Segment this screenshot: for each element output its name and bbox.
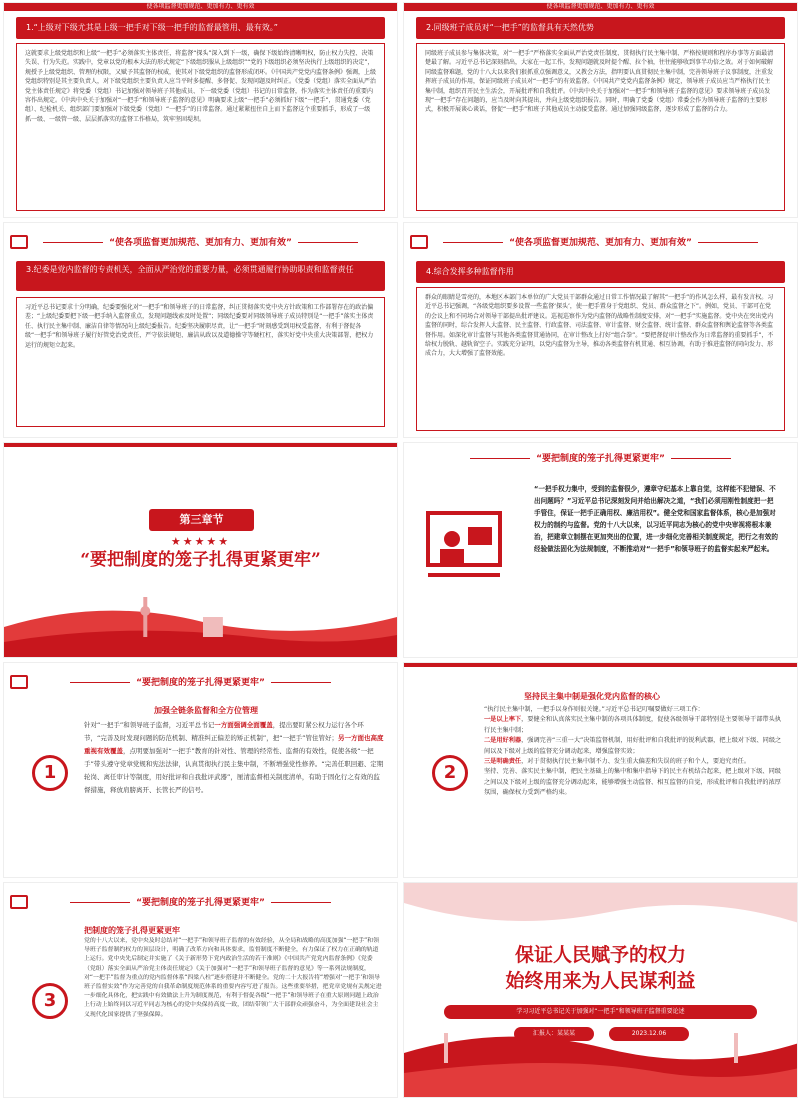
slide-1[interactable] — [3, 2, 398, 218]
number-badge: 1 — [32, 755, 68, 791]
slide-7[interactable] — [3, 662, 398, 878]
top-title: 使各项监督更加规范、更加有力、更有效 — [146, 3, 255, 10]
skyline-decoration — [4, 587, 397, 657]
slide-8[interactable] — [403, 662, 798, 878]
body-text: “执行民主集中制，一把手以身作则很关键。”习近平总书记叮嘱要做好三项工作： 一是以上率下，要健全和认真落实民主集中制的各项具体制度，促使各级领导干部特别是主要领导干部带头执行民主集中制； 二是用好利器，强调完善“三重一大”决策监督机制，用好批评和自我批评的锐利武器，把上级对下级、同级之间以及下级对上级的监督充分调动起来，增强监督实效； 三是明确责任，对于贯彻执行民主集中制不力、发生重大偏差和失误的班子和个人，要追究责任。 坚持、完善、落实民主集中制，把民主基础上的集中和集中指导下的民主有机结合起来，把上级对下级、同级之间以及下级对上级的监督充分调动起来，能够增强主动监督、相互监督的自觉，形成批评和自我批评的浓厚氛围，确保权力受到严格约束。 — [484, 706, 782, 797]
slide-header: “要把制度的笼子扎得更紧更牢” — [404, 449, 797, 469]
subtitle: 坚持民主集中制是强化党内监督的核心 — [524, 692, 660, 701]
number-badge: 2 — [432, 755, 468, 791]
slide-header: “使各项监督更加规范、更加有力、更加有效” — [404, 233, 797, 253]
body-box: 习近平总书记要求十分明确，纪委要强化对“一把手”和领导班子的日常监督，纠正贯彻落实党中央方针政策和工作部署存在的政治偏差；“上级纪委要把下级一把手纳入监督重点，发现问题线索及时处置”；同级纪委要对同级领导班子成员特别是“一把手”落实主体责任、执行民主集中制、廉洁自律等情况向上级纪委报告。纪委坚决履职尽责，让“一把手”时刻感受到用权受监督，有利于督促各级“一把手”和领导班子履行好管党治党责任，严守依法规矩、廉洁从政以及道德操守等硬杠杠，落实好党中央重大决策部署，把权力运行的规矩立起来。 — [16, 297, 385, 427]
chapter-label: 第三章节 — [149, 509, 254, 531]
cover-title-line-1: 保证人民赋予的权力 — [514, 944, 686, 966]
body-text: 针对“一把手”和领导班子监督，习近平总书记一方面强调全面覆盖，提出要盯紧公权力运行各个环节，“完善及时发现问题的防范机制、精准纠正偏差的矫正机制”，把“一把手”管住管好；另一方面也高度重视有效覆盖，点明要加强对“一把手”教育的针对性、管理的经常性、监督的有效性，促使各级“一把手”带头遵守党章党规和宪法法律，认真贯彻执行民主集中制，不断增强党性修养。“完善任职回避、定期轮岗、离任审计等制度，用好批评和自我批评武器”，厘清监督相关制度清单，有助于固化行之有效的监督措施，释放肩膀离开、长管长严的信号。 — [84, 721, 384, 794]
subtitle: 把制度的笼子扎得更紧更牢 — [84, 926, 180, 935]
star-row: ★★★★★ — [170, 535, 231, 548]
body-box: 同级班子成员参与集体决策，对“一把手”严格落实全面从严治党责任制度、贯彻执行民主集中制、严格按规则和程序办事等方面最清楚最了解。习近平总书记深刻指出，大家在一起工作，发现问题就及时提个醒、拉个袖，往往能够收到事半功倍之效。对于如何破解同级监督难题，党的十八大以来我们狠抓重点强调意义，又教会方法，指明要认真贯彻民主集中制，完善领导班子议事制度，注重发挥班子成员的作用，保证同级班子成员对“一把手”的有效监督。《中国共产党党内监督条例》规定，领导班子成员应当严格执行民主集中制，组织召开民主生活会，开展批评和自我批评。《中共中央关于加强对“一把手”和领导班子监督的意见》要求领导班子成员发现“一把手”存在问题的，应当及时向其提出，并向上级党组织报告。同时，明确了党委（党组）常委会作为领导班子监督的主要形式，积极开展谈心谈话，督促“一把手”和班子其他成员主动接受监督。通过加强同级监督，逐步形成了监督的合力。 — [416, 43, 785, 211]
date-label: 2023.12.06 — [609, 1027, 689, 1041]
top-title: 使各项监督更加规范、更加有力、更有效 — [546, 3, 655, 10]
body-text: “一把手权力集中，受到的监督很少，遵章守纪基本上靠自觉，这样能不犯错误、不出问题吗？”习近平总书记深刻发问并给出解决之道，“我们必须用刚性制度把一把手管住，保证一把手正确用权、廉洁用权”。健全党和国家监督体系，核心是加强对权力的制约与监督。党的十八大以来，以习近平同志为核心的党中央审视将根本兼治，把建章立制摆在更加突出的位置，进一步细化完善相关制度规定，把行之有效的经验做法固化为法规制度，不断推动对“一把手”和领导班子的监督实起来严起来。 — [534, 485, 778, 553]
presenter-board-icon — [424, 509, 504, 589]
slide-10[interactable] — [403, 882, 798, 1098]
slide-4[interactable] — [403, 222, 798, 438]
section-bar: 3.纪委是党内监督的专责机关，全面从严治党的重要力量，必须贯通履行协助职责和监督责任 — [16, 261, 385, 291]
subtitle: 加强全链条监督和全方位管理 — [154, 706, 258, 715]
top-banner — [404, 663, 797, 667]
slide-6[interactable] — [403, 442, 798, 658]
slide-header: “要把制度的笼子扎得更紧更牢” — [4, 673, 397, 693]
top-banner — [4, 443, 397, 447]
cover-subtitle: 学习习近平总书记关于加强对“一把手”和领导班子监督重要论述 — [444, 1005, 757, 1019]
slide-5[interactable] — [3, 442, 398, 658]
body-box: 这就要求上级党组织和上级“一把手”必须落实主体责任，将监督“探头”深入到下一级，确保下级始终清晰明权，防止权力失控、决策失误、行为失范。实践中，党章以党的根本大法的形式规定“下级组织服从上级组织”“党的下级组织必须坚决执行上级组织的决定”，规授予上级党组织、管理的权限，又赋予其监督的权威，使其对下级党组织的监督形成闭环。《中国共产党党内监督条例》强调，上级党组织特别是其主要负责人，对下级党组织主要负责人应当平时多提醒、多督促、发现问题及时纠正。《党委（党组）落实全面从严治党主体责任规定》将党委（党组）书记加强对领导班子其他成员、下一级党委（党组）书记的日常监督，作为落实主体责任的重要内容作出规定。《中共中央关于加强对“一把手”和领导班子监督的意见》明确要求上级“一把手”必须抓好下级“一把手”，贯通党委（党组）、纪检机关、组织部门要加强对下级党委（党组）“一把手”的日常监督。通过紧紧扭住自上而下监督这个重要抓手，形成了一级抓一级、一级管一级、层层抓落实的监督工作格局，筑牢坚固堤坝。 — [16, 43, 385, 211]
body-box: 群众的眼睛是雪亮的，本地区本部门本单位的广大党员干部群众通过日常工作情况最了解其“一把手”的作风怎么样，最有发言权。习近平总书记强调，“各级党组织要多设置一些监督‘探头’，使一把手置身于党组织、党员、群众监督之下”。例如，党员、干部可在党的会议上和不同场合对领导干部提出批评建议。巡视巡察作为党内监督的战略性制度安排，对“一把手”实施监督。党中央在突出党内监督的同时，综合发挥人大监督、民主监督、行政监督、司法监督、审计监督、财会监督、统计监督、群众监督和舆论监督等各类监督作用。如深化审计监督与其他各类监督贯通协同，在审计整改上打好“组合拳”。“要把督促审计整改作为日常监督的重要抓手”，不给权力脱轨、越轨留空子。实践充分证明，以党内监督为主导，推动各类监督有机贯通、相互协调，有助于推进监督的同向发力、形成合力，大大增强了监督效能。 — [416, 287, 785, 431]
reporter-label: 汇报人：某某某 — [514, 1027, 594, 1041]
slide-9[interactable] — [3, 882, 398, 1098]
body-text: 党的十八大以来，党中央及时总结对“一把手”和领导班子监督的有效经验，从全局和战略的高度加强“一把手”和领导班子监督制约权力的顶层设计，明确了改革方向和具体要求，监督制度不断健全，有力保证了权力在正确的轨道上运行。党中央先后制定并实施了《关于新形势下党内政治生活的若干准则》《中国共产党党内监督条例》《党委（党组）落实全面从严治党主体责任规定》《关于加强对“一把手”和领导班子监督的意见》等一系列法规制度，对“一把手”监督为重点的党内监督体系“四梁八柱”逐步搭建并不断健全。党的二十大报告将“增强对‘一把手’和领导班子监督实效”作为完善党的自我革命制度规范体系的重要内容写进了报告。这些重要举措，把党章党规有关规定进一步细化具体化，把实践中有效做法上升为制度规范，有利于督促各级“一把手”和领导班子在重大原则问题上政治上行动上始终同以习近平同志为核心的党中央保持高度一致，团结带领广大干部群众顽强奋斗，为全面建设社会主义现代化国家提供了坚强保障。 — [84, 938, 382, 1018]
slide-3[interactable] — [3, 222, 398, 438]
section-bar: 4.综合发挥多种监督作用 — [416, 261, 785, 283]
section-bar: 2.同级班子成员对“一把手”的监督具有天然优势 — [416, 17, 785, 39]
section-bar: 1.“上级对下级尤其是上级一把手对下级一把手的监督最管用、最有效。” — [16, 17, 385, 39]
slide-header: “使各项监督更加规范、更加有力、更加有效” — [4, 233, 397, 253]
cover-title-line-2: 始终用来为人民谋利益 — [505, 970, 696, 992]
number-badge: 3 — [32, 983, 68, 1019]
chapter-title: “要把制度的笼子扎得更紧更牢” — [80, 550, 321, 570]
slide-header: “要把制度的笼子扎得更紧更牢” — [4, 893, 397, 913]
slide-2[interactable] — [403, 2, 798, 218]
